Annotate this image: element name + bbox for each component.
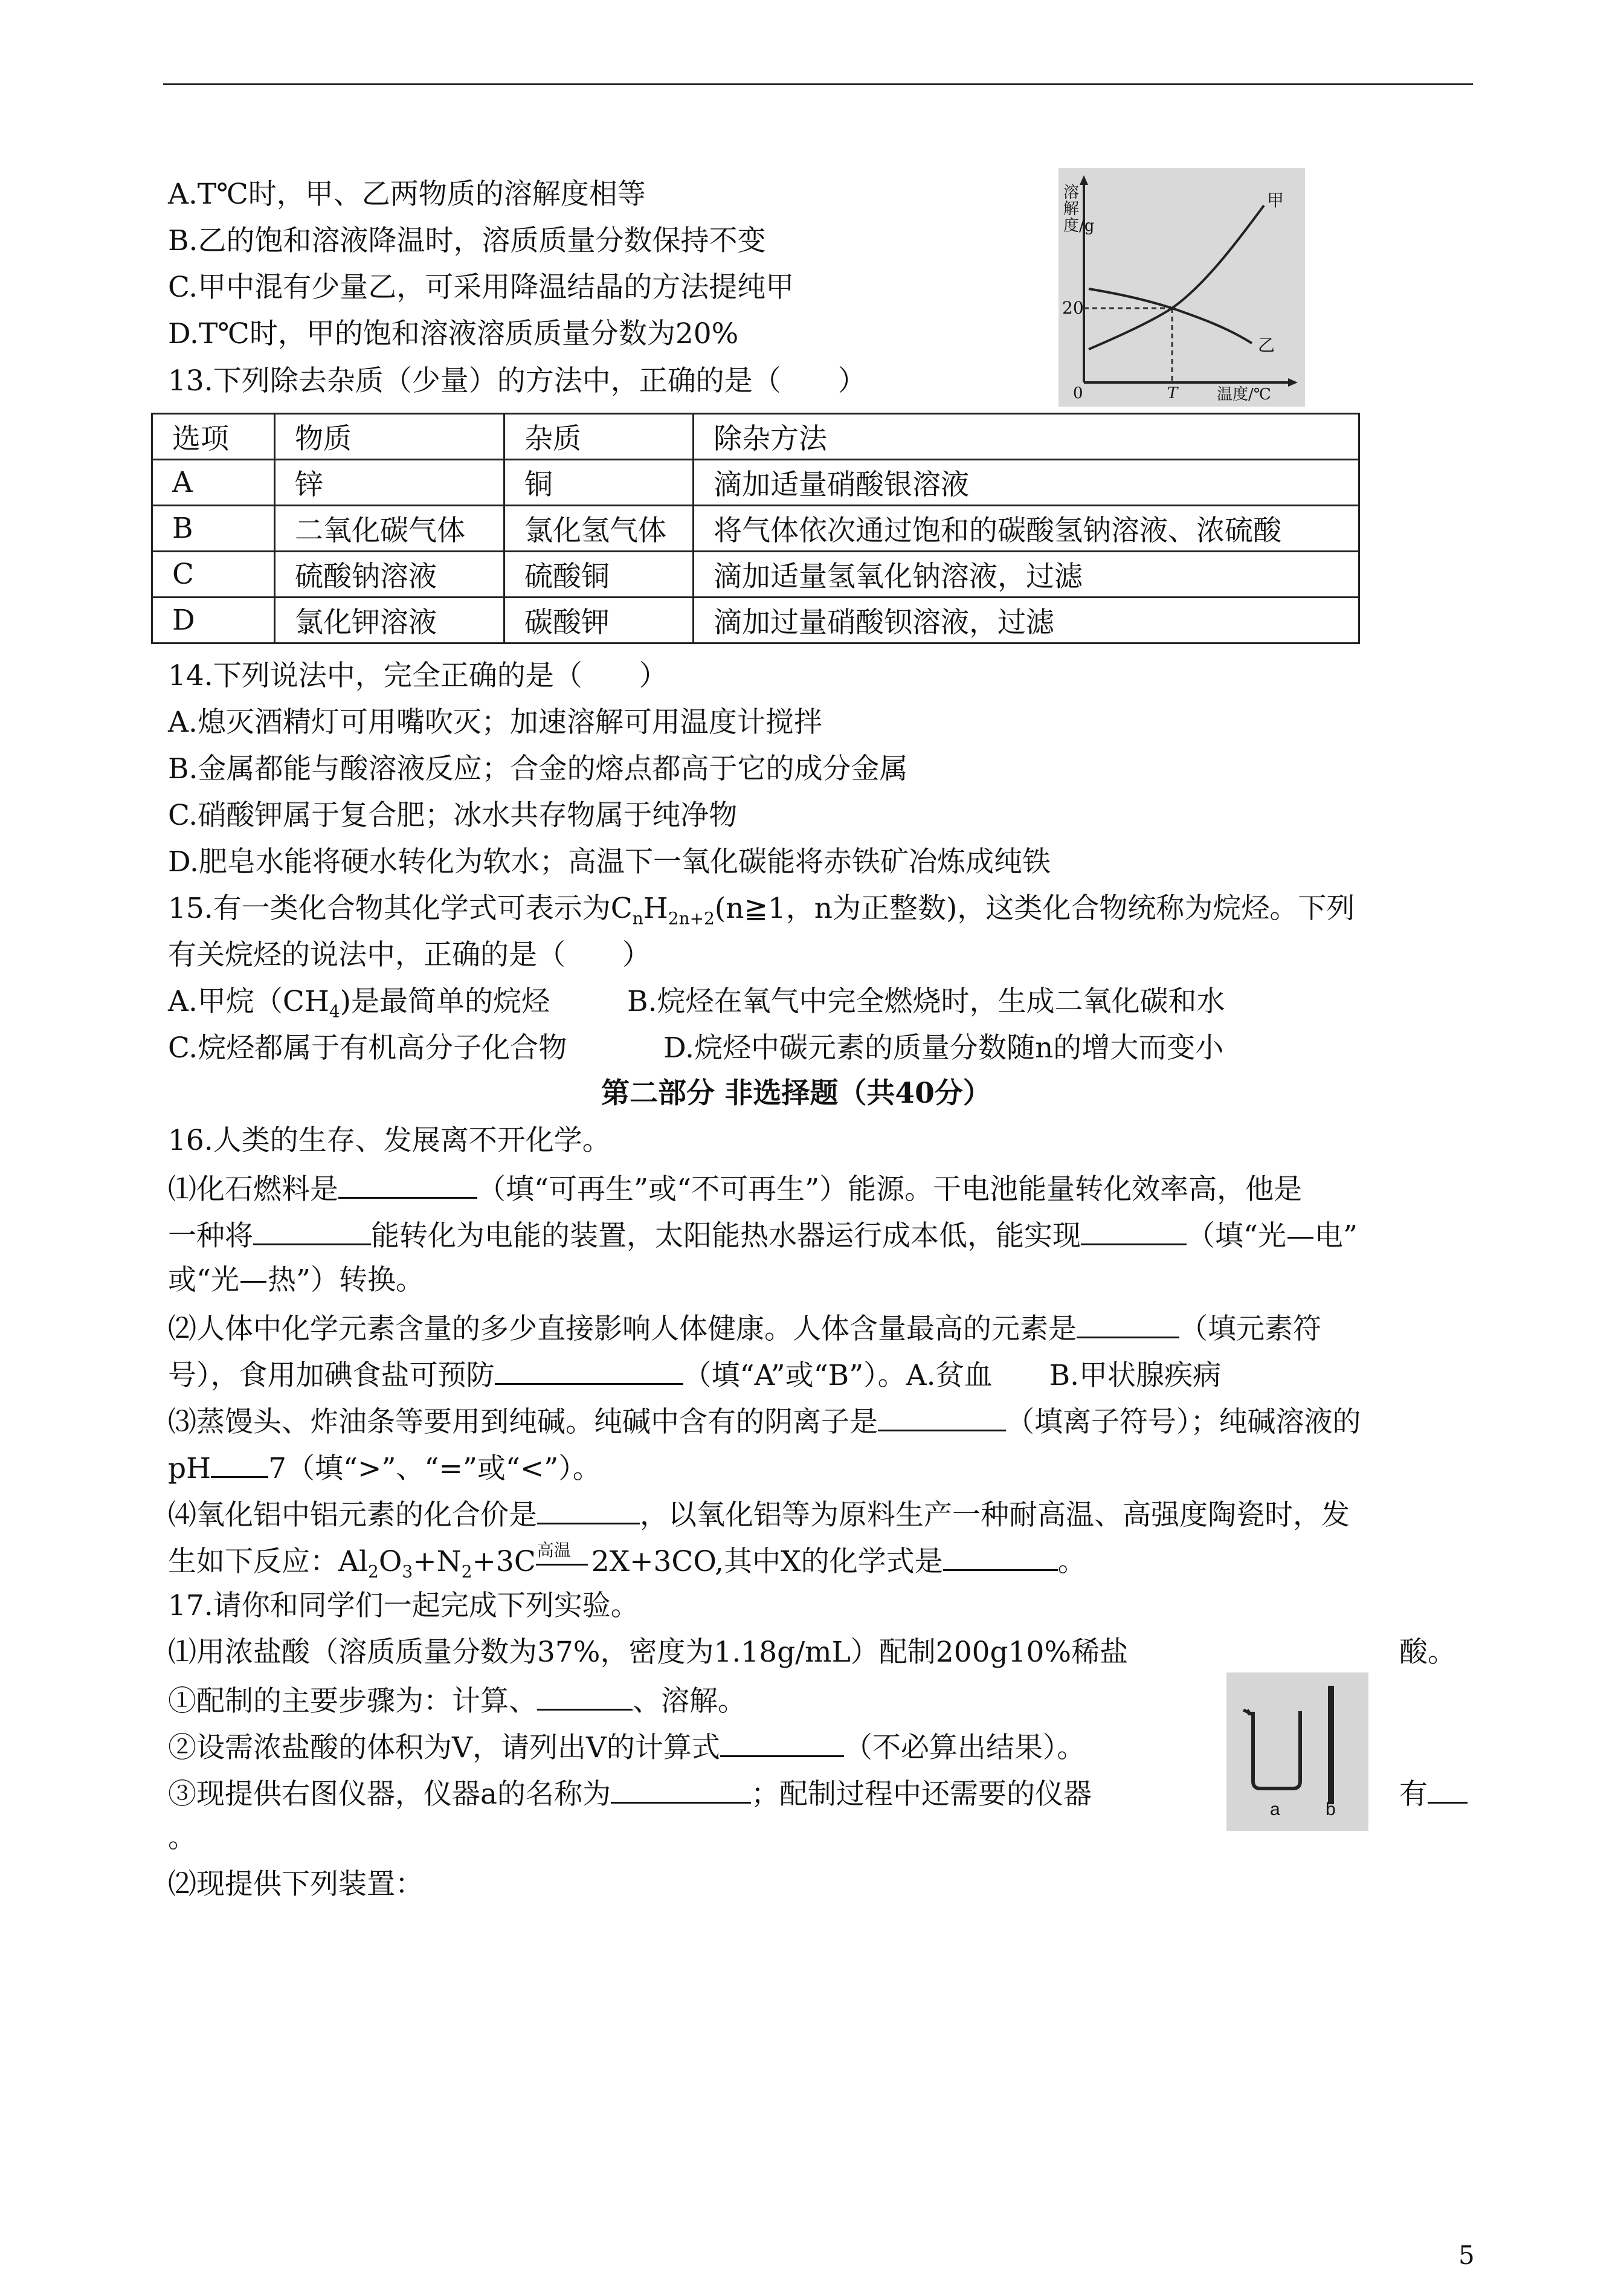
answer-blank[interactable] <box>720 1731 844 1757</box>
q17-s1-b: 、溶解。 <box>633 1685 746 1718</box>
q13-table <box>151 413 1360 644</box>
table-cell: 二氧化碳气体 <box>275 506 504 552</box>
q16-p4-line2 <box>168 1540 1086 1582</box>
q16-p3-a: ⑶蒸馒头、炸油条等要用到纯碱。纯碱中含有的阴离子是 <box>168 1405 878 1439</box>
q16-p4-d: +3C <box>472 1545 536 1578</box>
table-cell: 氯化氢气体 <box>504 506 694 552</box>
table-header-cell: 物质 <box>275 414 504 460</box>
answer-blank[interactable] <box>1081 1219 1187 1245</box>
q16-p1-c: 一种将 <box>168 1219 253 1253</box>
q14-stem: 14.下列说法中，完全正确的是（ ） <box>168 659 668 692</box>
q15-sub-2n2: 2n+2 <box>668 908 715 929</box>
q15-option-d: D.烷烃中碳元素的质量分数随n的增大而变小 <box>663 1031 1224 1065</box>
table-cell: 滴加过量硝酸钡溶液，过滤 <box>694 598 1359 643</box>
q15-line1-a: 15.有一类化合物其化学式可表示为C <box>168 892 633 925</box>
answer-blank[interactable] <box>537 1685 633 1711</box>
table-cell: 硫酸铜 <box>504 552 694 598</box>
q16-p4-e: 2X+3CO,其中X的化学式是 <box>591 1545 943 1578</box>
table-header-row <box>152 414 1359 460</box>
q14-option-a: A.熄灭酒精灯可用嘴吹灭；加速溶解可用温度计搅拌 <box>168 706 822 739</box>
table-cell: A <box>152 460 275 506</box>
answer-blank[interactable] <box>253 1219 371 1245</box>
q16-p1-a: ⑴化石燃料是 <box>168 1173 338 1206</box>
q16-p3-c: pH <box>168 1452 211 1485</box>
q14-option-b: B.金属都能与酸溶液反应；合金的熔点都高于它的成分金属 <box>168 752 908 785</box>
q16-p2-b: （填元素符 <box>1179 1312 1321 1346</box>
answer-blank[interactable] <box>1428 1778 1468 1804</box>
header-rule <box>163 83 1473 85</box>
graph-curve-yi: 乙 <box>1258 335 1275 355</box>
q16-p4-f: 。 <box>1057 1545 1086 1578</box>
table-cell: 将气体依次通过饱和的碳酸氢钠溶液、浓硫酸 <box>694 506 1359 552</box>
q16-p3-d: 7（填“>”、“=”或“<”）。 <box>268 1452 601 1485</box>
q13-stem: 13.下列除去杂质（少量）的方法中，正确的是（ ） <box>168 364 866 398</box>
q16-p4-sub: 2 <box>367 1561 379 1582</box>
table-cell: 铜 <box>504 460 694 506</box>
q16-p2-line1 <box>168 1312 1321 1346</box>
q17-s3 <box>168 1778 1092 1811</box>
q16-p3-line2 <box>168 1452 601 1483</box>
q16-p4-o: O <box>378 1545 402 1578</box>
q16-p1-e: （填“光—电” <box>1187 1219 1358 1253</box>
q16-p2-a: ⑵人体中化学元素含量的多少直接影响人体健康。人体含量最高的元素是 <box>168 1312 1077 1346</box>
table-cell: C <box>152 552 275 598</box>
table-header-cell: 选项 <box>152 414 275 460</box>
q17-s2 <box>168 1731 1085 1762</box>
q15-option-c: C.烷烃都属于有机高分子化合物 <box>168 1031 567 1065</box>
table-cell: 滴加适量硝酸银溶液 <box>694 460 1359 506</box>
answer-blank[interactable] <box>1077 1312 1179 1338</box>
q12-option-c: C.甲中混有少量乙，可采用降温结晶的方法提纯甲 <box>168 271 794 304</box>
answer-blank[interactable] <box>211 1452 268 1478</box>
q12-option-d: D.T℃时，甲的饱和溶液溶质质量分数为20% <box>168 317 739 350</box>
instrument-photo <box>1226 1672 1368 1831</box>
q16-p3-b: （填离子符号）；纯碱溶液的 <box>1006 1405 1361 1439</box>
q17-p1-b: 酸。 <box>1399 1636 1456 1669</box>
q17-s3-c: 有 <box>1399 1778 1428 1811</box>
q12-option-a: A.T℃时，甲、乙两物质的溶解度相等 <box>168 178 646 211</box>
q16-p2-line2 <box>168 1359 1221 1390</box>
table-row <box>152 552 1359 598</box>
answer-blank[interactable] <box>338 1173 477 1199</box>
table-cell: 滴加适量氢氧化钠溶液，过滤 <box>694 552 1359 598</box>
q15-line1-b: H <box>643 892 668 925</box>
q16-p4-line1 <box>168 1498 1350 1532</box>
q17-p2: ⑵现提供下列装置： <box>168 1868 424 1901</box>
graph-y-tick: 20 <box>1062 298 1084 318</box>
graph-curve-jia: 甲 <box>1267 190 1284 210</box>
graph-x-tick: T <box>1167 384 1178 402</box>
q17-p1-a: ⑴用浓盐酸（溶质质量分数为37%，密度为1.18g/mL）配制200g10%稀盐 <box>168 1636 1129 1669</box>
q15-sub-n: n <box>632 908 643 929</box>
q16-p4-sub: 3 <box>402 1561 413 1582</box>
q15-option-a-text: A.甲烷（CH <box>168 985 329 1018</box>
q16-p4-c: 生如下反应：Al <box>168 1545 368 1578</box>
q17-s1 <box>168 1685 746 1718</box>
q17-s1-a: ①配制的主要步骤为：计算、 <box>168 1685 537 1718</box>
table-row <box>152 598 1359 643</box>
table-header-cell: 杂质 <box>504 414 694 460</box>
answer-blank[interactable] <box>611 1778 751 1804</box>
q17-stem: 17.请你和同学们一起完成下列实验。 <box>168 1589 639 1622</box>
q16-p1-line1 <box>168 1173 1302 1204</box>
q16-p1-f: 或“光—热”）转换。 <box>168 1263 425 1297</box>
q15-line2: 有关烷烃的说法中，正确的是（ ） <box>168 938 651 972</box>
reaction-condition: 高温 <box>536 1540 571 1560</box>
answer-blank[interactable] <box>495 1359 683 1385</box>
q16-p1-line2 <box>168 1219 1358 1253</box>
q15-option-a-sub: 4 <box>329 1001 340 1022</box>
page-number: 5 <box>1458 2240 1475 2270</box>
q15-option-a <box>168 987 550 1020</box>
table-cell: B <box>152 506 275 552</box>
instrument-label-b: b <box>1326 1799 1336 1819</box>
solubility-graph <box>1058 168 1305 407</box>
answer-blank[interactable] <box>537 1498 640 1524</box>
instrument-label-a: a <box>1270 1799 1280 1819</box>
q16-p4-b: ，以氧化铝等为原料生产一种耐高温、高强度陶瓷时，发 <box>640 1498 1350 1532</box>
q16-p2-c: 号），食用加碘食盐可预防 <box>168 1359 495 1392</box>
q15-line1 <box>168 894 1355 927</box>
graph-ylabel: 溶解度/g <box>1063 184 1095 235</box>
table-cell: 氯化钾溶液 <box>275 598 504 643</box>
table-cell: 碳酸钾 <box>504 598 694 643</box>
part2-heading: 第二部分 非选择题（共40分） <box>601 1077 991 1110</box>
q14-option-d: D.肥皂水能将硬水转化为软水；高温下一氧化碳能将赤铁矿冶炼成纯铁 <box>168 845 1051 879</box>
graph-xlabel: 温度/℃ <box>1217 385 1271 404</box>
q16-p4-n: +N <box>413 1545 462 1578</box>
q17-s3-b: ；配制过程中还需要的仪器 <box>751 1778 1092 1811</box>
q17-s3-d: 。 <box>168 1821 196 1854</box>
q17-s3-right <box>1399 1778 1468 1811</box>
table-cell: D <box>152 598 275 643</box>
table-header-cell: 除杂方法 <box>694 414 1359 460</box>
graph-origin: 0 <box>1073 384 1083 402</box>
q16-p1-b: （填“可再生”或“不可再生”）能源。干电池能量转化效率高，他是 <box>477 1173 1303 1206</box>
q17-s3-a: ③现提供右图仪器，仪器a的名称为 <box>168 1778 611 1811</box>
table-row <box>152 506 1359 552</box>
q16-stem: 16.人类的生存、发展离不开化学。 <box>168 1124 611 1157</box>
q16-p3-line1 <box>168 1405 1361 1439</box>
q16-p2-d: （填“A”或“B”）。A.贫血 B.甲状腺疾病 <box>683 1359 1222 1392</box>
q15-line1-c: (n≧1，n为正整数)，这类化合物统称为烷烃。下列 <box>714 892 1355 925</box>
q16-p1-d: 能转化为电能的装置，太阳能热水器运行成本低，能实现 <box>371 1219 1081 1253</box>
q17-s2-a: ②设需浓盐酸的体积为V，请列出V的计算式 <box>168 1731 720 1764</box>
q12-option-b: B.乙的饱和溶液降温时，溶质质量分数保持不变 <box>168 224 766 257</box>
q14-option-c: C.硝酸钾属于复合肥；冰水共存物属于纯净物 <box>168 799 738 832</box>
q16-p4-sub: 2 <box>461 1561 472 1582</box>
q15-option-a-text2: )是最简单的烷烃 <box>340 985 550 1018</box>
answer-blank[interactable] <box>943 1545 1058 1571</box>
q16-p4-a: ⑷氧化铝中铝元素的化合价是 <box>168 1498 537 1532</box>
table-cell: 锌 <box>275 460 504 506</box>
reaction-arrow <box>536 1540 591 1571</box>
q15-option-b: B.烷烃在氧气中完全燃烧时，生成二氧化碳和水 <box>627 985 1225 1018</box>
answer-blank[interactable] <box>878 1405 1006 1431</box>
q17-s2-b: （不必算出结果）。 <box>843 1731 1086 1764</box>
table-row <box>152 460 1359 506</box>
table-cell: 硫酸钠溶液 <box>275 552 504 598</box>
